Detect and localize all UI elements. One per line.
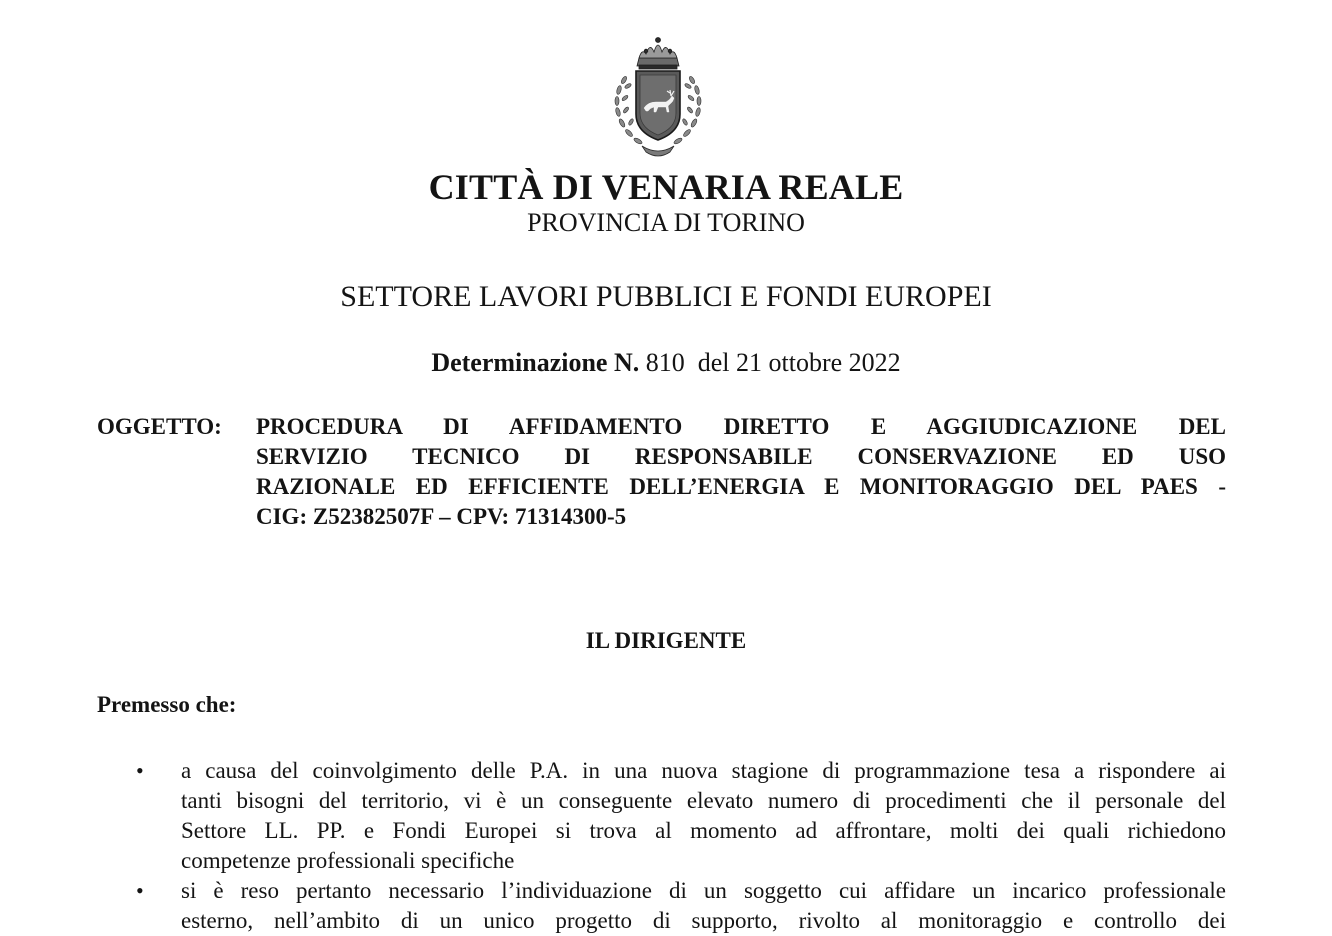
determination-date: del 21 ottobre 2022 [697, 348, 901, 377]
list-item-line: si è reso pertanto necessario l’individuazione di un soggetto cui affidare un incarico professionale [181, 878, 1226, 903]
subject-line: CIG: Z52382507F – CPV: 71314300-5 [256, 504, 627, 529]
subject-line: SERVIZIO TECNICO DI RESPONSABILE CONSERVAZIONE ED USO [256, 444, 1226, 469]
premise-list [136, 756, 1226, 936]
subject-text [256, 412, 1226, 532]
list-item-line: Settore LL. PP. e Fondi Europei si trova al momento ad affrontare, molti dei quali richiedono [181, 818, 1226, 843]
section-heading: IL DIRIGENTE [585, 628, 747, 653]
determination-line [0, 348, 1332, 378]
bullet-icon: • [136, 758, 144, 783]
sector-name: SETTORE LAVORI PUBBLICI E FONDI EUROPEI [340, 280, 992, 313]
bullet-icon: • [136, 878, 144, 903]
list-item-line: competenze professionali specifiche [181, 848, 515, 873]
subject-line: PROCEDURA DI AFFIDAMENTO DIRETTO E AGGIUDICAZIONE DEL [256, 414, 1226, 439]
subject-line: RAZIONALE ED EFFICIENTE DELL’ENERGIA E MONITORAGGIO DEL PAES - [256, 474, 1226, 499]
list-item-line: tanti bisogni del territorio, vi è un conseguente elevato numero di procedimenti che il personale del [181, 788, 1226, 813]
determination-label: Determinazione N. [431, 348, 640, 377]
city-name: CITTÀ DI VENARIA REALE [428, 167, 904, 207]
list-item [136, 756, 1226, 876]
subject-label: OGGETTO: [97, 414, 222, 439]
list-item-line: esterno, nell’ambito di un unico progetto di supporto, rivolto al monitoraggio e controllo dei [181, 908, 1226, 933]
determination-number: 810 [645, 348, 685, 377]
list-item [136, 876, 1226, 936]
coat-of-arms-emblem [606, 36, 710, 162]
province-name: PROVINCIA DI TORINO [527, 208, 805, 237]
intro-heading: Premesso che: [97, 692, 237, 717]
list-item-line: a causa del coinvolgimento delle P.A. in una nuova stagione di programmazione tesa a rispondere ai [181, 758, 1226, 783]
